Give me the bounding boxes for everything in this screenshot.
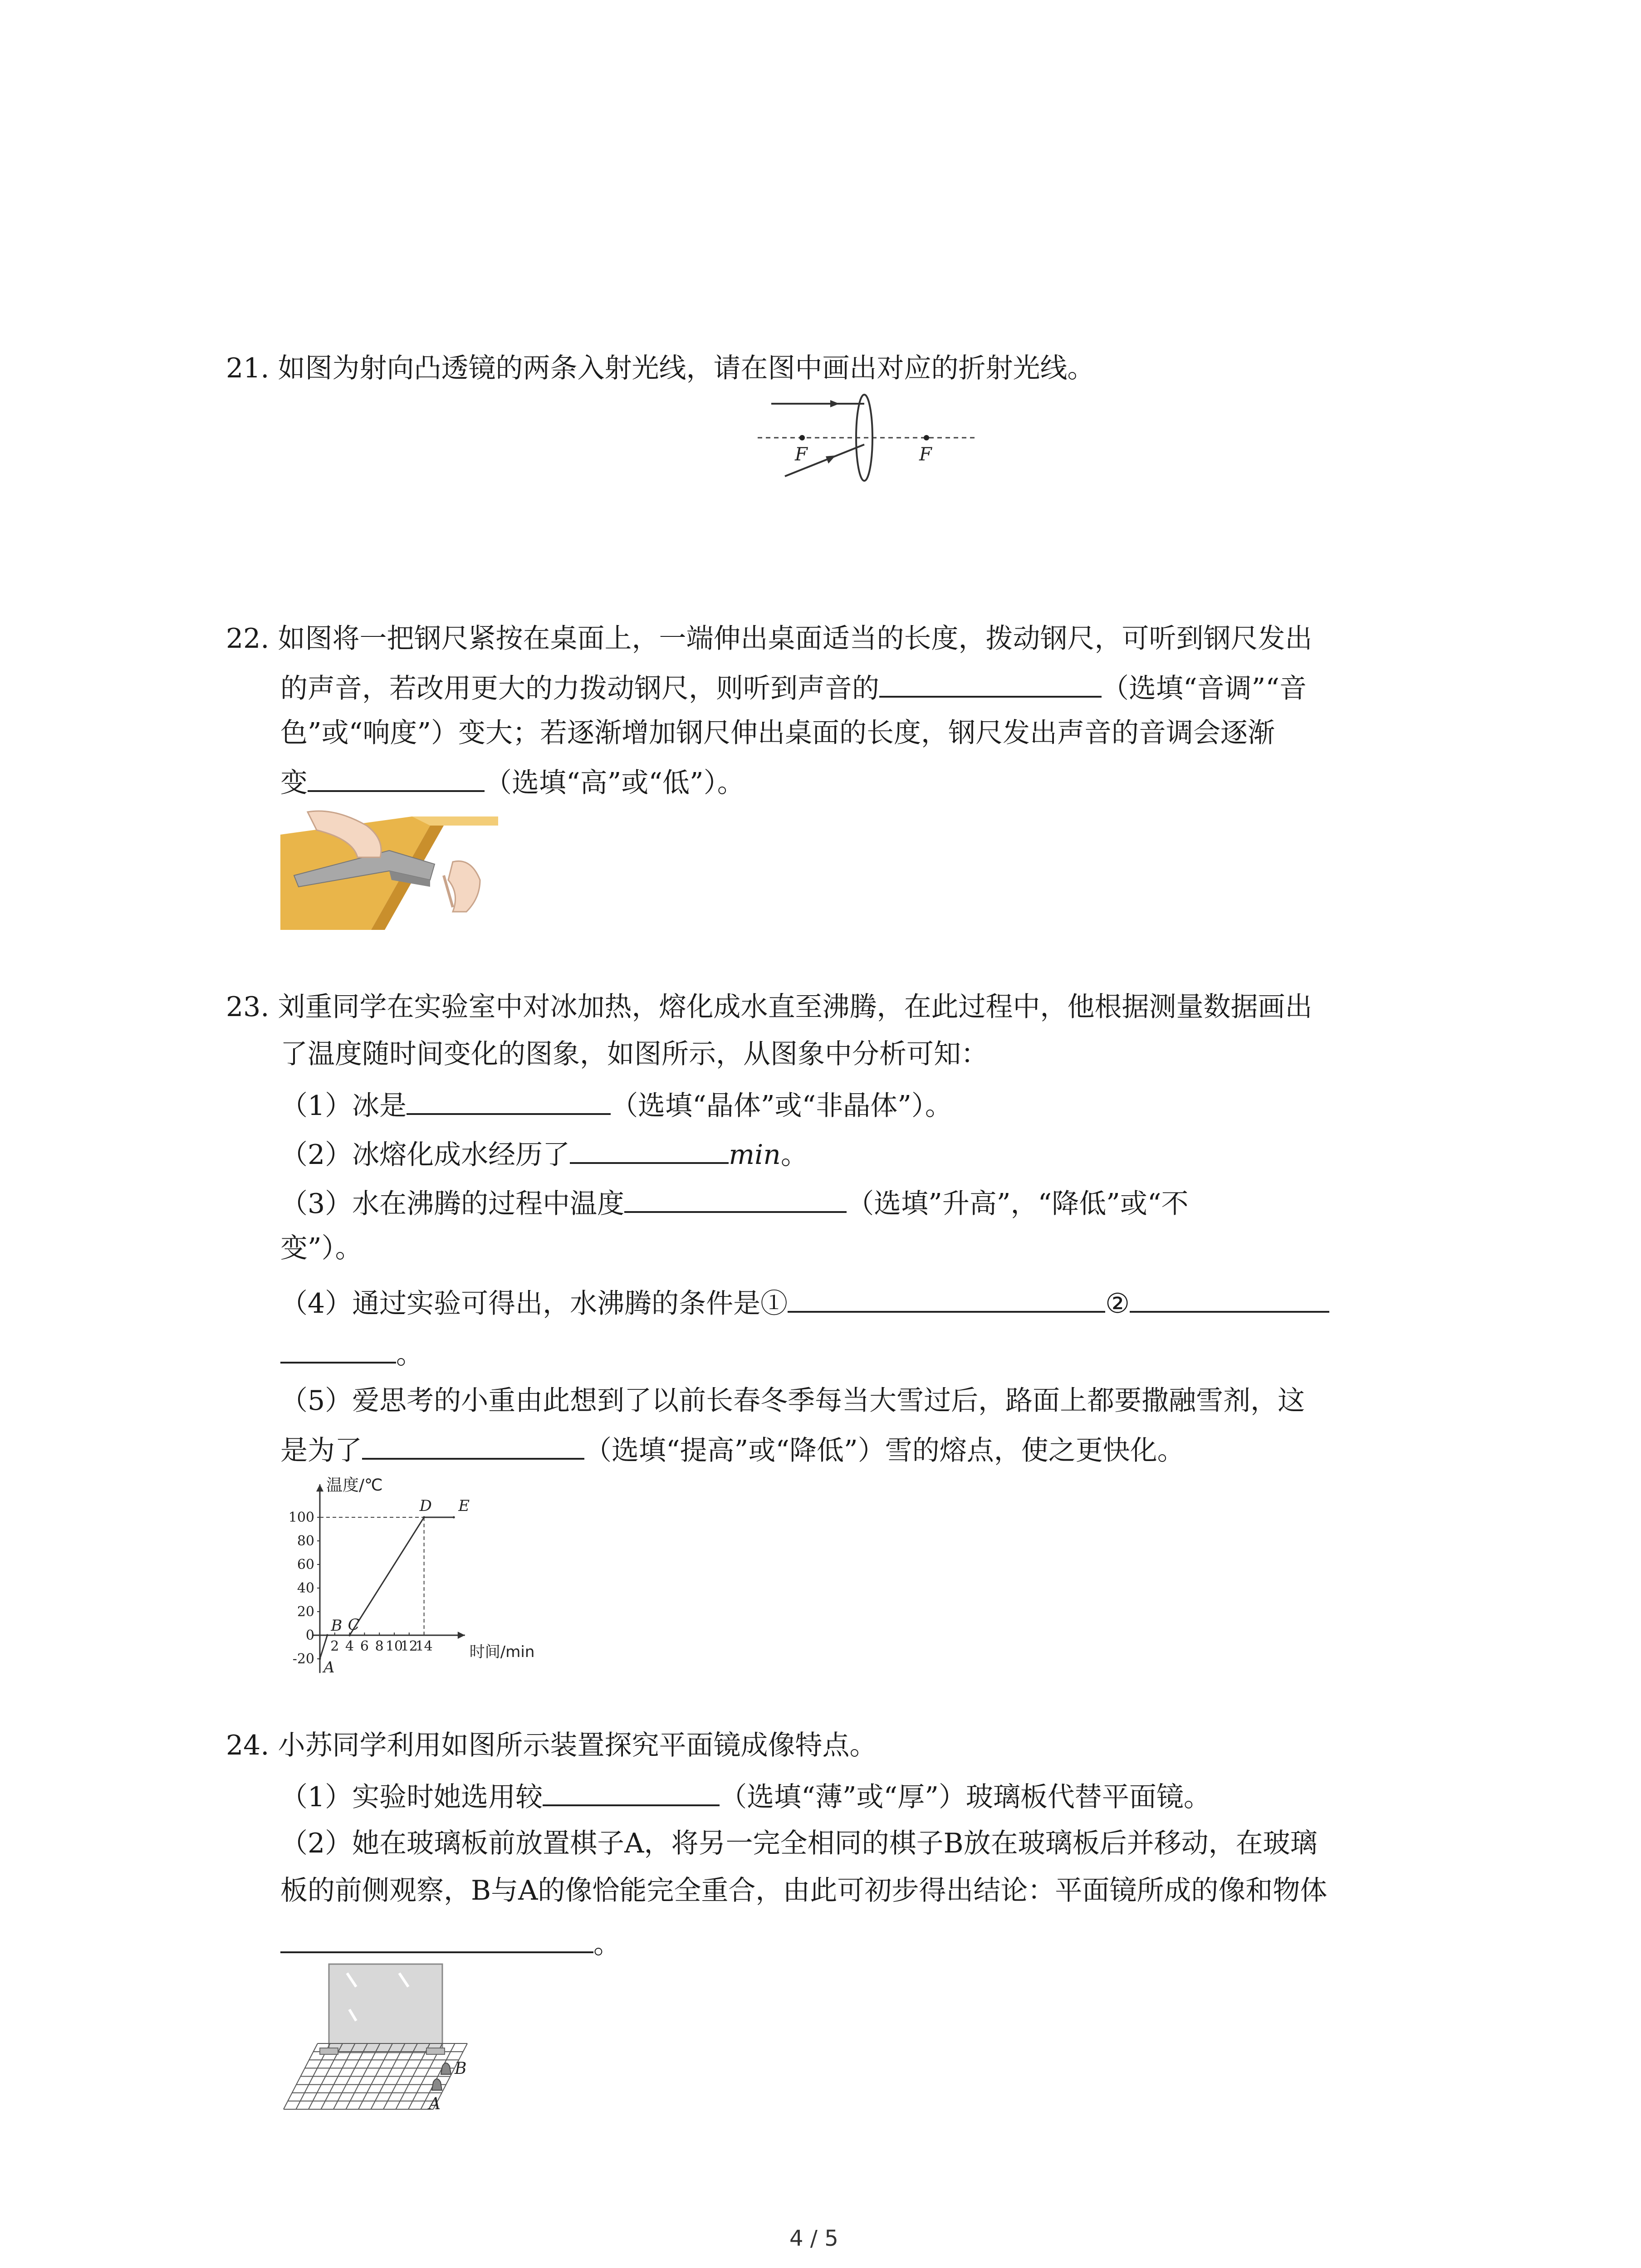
q23-number: 23. <box>226 991 269 1023</box>
x-tick-label: 12 <box>400 1638 418 1654</box>
q23-line2: 了温度随时间变化的图象，如图所示，从图象中分析可知： <box>280 1038 988 1070</box>
y-tick-label: 40 <box>297 1580 314 1596</box>
answer-blank[interactable] <box>570 1134 729 1164</box>
point-label-d: D <box>419 1497 432 1515</box>
x-tick-label: 14 <box>415 1638 433 1654</box>
q21-text <box>226 350 1095 386</box>
q23-part3: （3）水在沸腾的过程中温度 （选填”升高”，“降低”或“不 <box>280 1183 1189 1222</box>
q24-part2: （2）她在玻璃板前放置棋子A，将另一完全相同的棋子B放在玻璃板后并移动，在玻璃 <box>280 1828 1318 1859</box>
q23-line1: 23. 刘重同学在实验室中对冰加热，熔化成水直至沸腾，在此过程中，他根据测量数据画出 <box>226 991 1313 1023</box>
y-tick-label: 0 <box>305 1628 314 1643</box>
y-tick-label: 80 <box>297 1533 314 1549</box>
glass-plate <box>329 1964 442 2053</box>
q23-part3-cont: 变”）。 <box>280 1232 362 1264</box>
answer-blank[interactable] <box>1130 1283 1329 1313</box>
page-number: 4 / 5 <box>789 2226 838 2251</box>
x-tick-label: 4 <box>345 1638 354 1654</box>
label-b: B <box>455 2059 467 2078</box>
q23-part4: （4）通过实验可得出，水沸腾的条件是① ② <box>280 1283 1329 1322</box>
answer-blank[interactable] <box>788 1283 1105 1313</box>
data-point-d <box>423 1516 425 1519</box>
y-axis-label: 温度/℃ <box>326 1476 383 1495</box>
answer-blank[interactable] <box>308 762 485 792</box>
answer-blank[interactable] <box>543 1776 720 1806</box>
q24-part1: （1）实验时她选用较 （选填“薄”或“厚”）玻璃板代替平面镜。 <box>280 1776 1211 1815</box>
y-axis-arrow <box>316 1484 323 1491</box>
q22-line1: 22. 如图将一把钢尺紧按在桌面上，一端伸出桌面适当的长度，拨动钢尺，可听到钢尺发出 <box>226 623 1313 655</box>
x-axis-arrow <box>458 1632 465 1639</box>
y-tick-label: 60 <box>297 1557 314 1573</box>
y-tick-label: 20 <box>297 1604 314 1620</box>
y-tick-label: -20 <box>292 1651 314 1667</box>
focus-point-left <box>799 435 805 440</box>
q23-part4-cont: 。 <box>280 1334 423 1373</box>
x-tick-label: 6 <box>360 1638 369 1654</box>
answer-blank[interactable] <box>879 668 1102 698</box>
focus-point-right <box>924 435 929 440</box>
q22-number: 22. <box>226 623 269 655</box>
ruler-desk-image <box>280 807 498 930</box>
series-line <box>320 1517 454 1659</box>
q22-line2: 的声音，若改用更大的力拨动钢尺，则听到声音的 （选填“音调”“音 <box>280 668 1307 707</box>
x-tick-label: 10 <box>385 1638 403 1654</box>
x-tick-label: 2 <box>330 1638 339 1654</box>
data-point-c <box>348 1634 351 1637</box>
q23-part1: （1）冰是 （选填“晶体”或“非晶体”）。 <box>280 1085 952 1124</box>
q24-part2-end: 。 <box>280 1923 621 1962</box>
x-tick-label: 8 <box>375 1638 384 1654</box>
label-a: A <box>429 2095 441 2113</box>
chess-piece-a <box>432 2079 442 2090</box>
answer-blank[interactable] <box>407 1085 611 1115</box>
q24-part2-cont: 板的前侧观察，B与A的像恰能完全重合，由此可初步得出结论：平面镜所成的像和物体 <box>280 1875 1327 1906</box>
q22-line4: 变 （选填“高”或“低”）。 <box>280 762 745 801</box>
temperature-time-chart <box>277 1476 622 1685</box>
plane-mirror-apparatus <box>277 1960 490 2123</box>
q23-part5: （5）爱思考的小重由此想到了以前长春冬季每当大雪过后，路面上都要撒融雪剂，这 <box>280 1385 1305 1417</box>
point-label-a: A <box>323 1658 335 1677</box>
q21-number: 21. <box>226 352 269 384</box>
point-label-b: B <box>331 1617 343 1635</box>
q24-line1: 24. 小苏同学利用如图所示装置探究平面镜成像特点。 <box>226 1730 877 1761</box>
focus-label-left: F <box>795 444 808 465</box>
data-point-e <box>453 1516 455 1519</box>
data-point-b <box>326 1634 328 1637</box>
q24-number: 24. <box>226 1730 269 1761</box>
chess-piece-b <box>441 2063 451 2074</box>
y-tick-label: 100 <box>288 1510 314 1525</box>
answer-blank[interactable] <box>280 1923 593 1953</box>
data-point-a <box>319 1658 321 1660</box>
q23-part5-cont: 是为了 （选填“提高”或“降低”）雪的熔点，使之更快化。 <box>280 1430 1185 1469</box>
point-label-e: E <box>458 1497 470 1515</box>
x-axis-label: 时间/min <box>469 1643 535 1661</box>
q21-stem: 如图为射向凸透镜的两条入射光线，请在图中画出对应的折射光线。 <box>278 352 1095 384</box>
q23-part2: （2）冰熔化成水经历了 min。 <box>280 1134 808 1173</box>
focus-label-right: F <box>919 444 932 465</box>
answer-blank[interactable] <box>624 1183 847 1213</box>
point-label-c: C <box>348 1616 360 1634</box>
answer-blank[interactable] <box>362 1430 584 1460</box>
lens-diagram <box>753 390 980 499</box>
answer-blank[interactable] <box>280 1334 396 1364</box>
q22-line3: 色”或“响度”）变大；若逐渐增加钢尺伸出桌面的长度，钢尺发出声音的音调会逐渐 <box>280 717 1275 749</box>
